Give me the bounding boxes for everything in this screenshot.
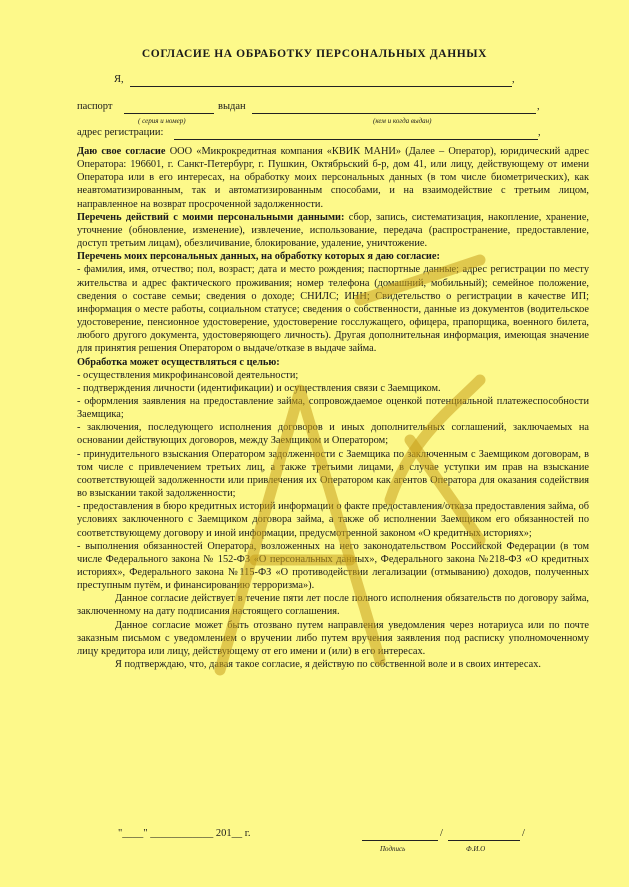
validity-paragraph: Данное согласие действует в течение пяти лет после полного исполнения обязательств по договору займа, заключенному на дату подписания настоящего соглашения. xyxy=(77,593,589,618)
purpose-item: - оформления заявления на предоставление займа, сопровождаемое оценкой потенциальной платежеспособности Заемщика; xyxy=(77,395,589,421)
purpose-item: - осуществления микрофинансовой деятельности; xyxy=(77,369,299,381)
purpose-item: - предоставления в бюро кредитных историй информации о факте предоставления/отказа предоставления займа, об условиях заключенного с Заемщиком договора займа, а также об исполнении Заемщиком его обязанностей по соответствующему договору и иной информации, предусмотренной законом «О кредитных историях»; xyxy=(77,501,589,539)
purpose-item: - подтверждения личности (идентификации) и осуществления связи с Заемщиком. xyxy=(77,382,441,394)
passport-label: паспорт xyxy=(77,101,113,112)
consent-body xyxy=(77,145,589,671)
consent-lead: Даю свое согласие xyxy=(77,146,166,157)
purpose-item: - заключения, последующего исполнения договоров и иных дополнительных соглашений, заключаемых на основании действующих договоров, между Заемщиком и Оператором; xyxy=(77,422,589,447)
actions-paragraph xyxy=(77,211,589,250)
address-comma: , xyxy=(538,127,541,138)
signature-field[interactable] xyxy=(362,840,438,841)
address-field[interactable] xyxy=(174,139,538,140)
actions-text: сбор, запись, систематизация, накопление, хранение, уточнение (обновление, изменение), извлечение, использование, передача (распространение, предоставление, доступ третьим лицам), обезличивание, блокирование, удаление, уничтожение. xyxy=(77,211,590,250)
passport-issuer-field[interactable] xyxy=(252,113,536,114)
date-line[interactable]: "____" ____________ 201__ г. xyxy=(118,828,251,839)
confirmation-paragraph: Я подтверждаю, что, давая такое согласие, я действую по собственной воле и в своих интересах. xyxy=(115,659,541,671)
fullname-field[interactable] xyxy=(130,86,512,87)
purpose-lead: Обработка может осуществляться с целью: xyxy=(77,356,280,368)
signature-hint: Подпись xyxy=(380,845,406,853)
passport-number-field[interactable] xyxy=(124,113,214,114)
issuer-comma: , xyxy=(537,101,540,112)
purpose-item: - выполнения обязанностей Оператора, возложенных на него законодательством Российской Федерации (в том числе Федерального закона № 152-ФЗ «О персональных данных», Федерального закона №218-ФЗ «О кредитных историях», Федерального закона №115-ФЗ «О противодействии легализации (отмыванию) доходов, полученных преступным путём, и финансированию терроризма»). xyxy=(77,540,589,592)
fio-field[interactable] xyxy=(448,840,520,841)
i-label: Я, xyxy=(114,74,124,85)
signature-slash: / xyxy=(440,828,443,839)
data-text: - фамилия, имя, отчество; пол, возраст; дата и место рождения; паспортные данные; адрес регистрации по месту жительства и адрес фактического проживания; номер телефона (домашний, мобильный); семейное положение, сведения о составе семьи; сведения о доходе; СНИЛС; ИНН; Свидетельство о регистрации в качестве ИП; информация о месте работы, социальном статусе; сведения о собственности, данные из документов (водительское удостоверение, пенсионное удостоверение, удостоверение госслужащего, офицера, прапорщика, военного билета, любого другого документа, удостоверяющего личность). Другая дополнительная информация, имеющая значение для принятия решения Оператором о выдаче/отказе в выдаче займа. xyxy=(77,264,589,355)
data-lead: Перечень моих персональных данных, на обработку которых я даю согласие: xyxy=(77,251,440,263)
consent-text: ООО «Микрокредитная компания «КВИК МАНИ» (Далее – Оператор), юридический адрес Оператора: 196601, г. Санкт-Петербург, г. Пушкин, Октябрьский б-р, дом 41, или лицу, действующему от имени Оператора или в его интересах, на обработку моих персональных данных (в том числе биометрических), как неавтоматизированным, так и автоматизированным способами, и на взаимодействие с третьим лицом, направленное на возврат просроченной задолженности. xyxy=(77,146,589,210)
purpose-item: - принудительного взыскания Оператором задолженности с Заемщика по заключенным с Заемщиком договорам, в том числе с привлечением третьих лиц, а также третьими лицами, в случае уступки им прав на взыскание соответствующей задолженности или привлечения их Оператором как агентов Оператора для оказания содействия во взыскании такой задолженности; xyxy=(77,448,589,500)
consent-paragraph xyxy=(77,145,589,211)
document-title: СОГЛАСИЕ НА ОБРАБОТКУ ПЕРСОНАЛЬНЫХ ДАННЫХ xyxy=(141,48,488,60)
actions-lead: Перечень действий с моими персональными данными: xyxy=(77,211,345,223)
issued-label: выдан xyxy=(218,101,246,112)
fio-hint: Ф.И.О xyxy=(466,845,486,853)
address-label: адрес регистрации: xyxy=(77,127,164,138)
fio-slash: / xyxy=(522,828,525,839)
issuer-hint: (кем и когда выдан) xyxy=(373,117,432,125)
revocation-paragraph: Данное согласие может быть отозвано путем направления уведомления через нотариуса или по почте заказным письмом с уведомлением о вручении либо путем вручения заявления под расписку уполномоченному лицу кредитора или лицу, действующему от его имени и (или) в его интересах. xyxy=(77,619,589,657)
series-hint: ( серия и номер) xyxy=(138,117,186,125)
fullname-comma: , xyxy=(512,74,515,85)
